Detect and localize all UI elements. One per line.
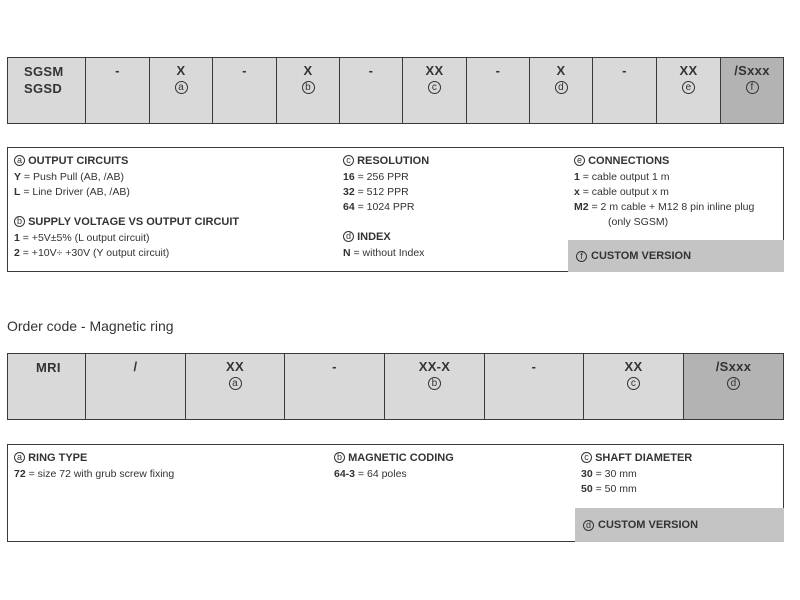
field-supply-voltage [277,58,340,123]
section-title: CUSTOM VERSION [591,250,692,262]
separator-value: - [115,63,120,78]
legend-line: x = cable output x m [574,186,669,198]
marker-a-icon: a [14,155,25,166]
field-value: /Sxxx [734,63,770,78]
marker-c-icon: c [343,155,354,166]
model-prefix-cell [8,354,86,419]
legend-line: 32 = 512 PPR [343,186,409,198]
marker-c-icon: c [428,81,441,94]
legend-line: 1 = cable output 1 m [574,171,670,183]
marker-f-icon: f [576,251,587,262]
legend-shaft-diameter [581,451,692,497]
field-value: XX [624,359,643,374]
marker-e-icon: e [682,81,695,94]
field-value: X [303,63,313,78]
field-index [530,58,593,123]
marker-a-icon: a [175,81,188,94]
field-value: XX [226,359,244,374]
section-title: RESOLUTION [357,155,430,167]
legend-magnetic-ring [7,444,784,542]
field-value: /Sxxx [715,359,752,374]
legend-line: 30 = 30 mm [581,468,637,480]
section-title: RING TYPE [28,452,88,464]
legend-magnetic-coding [334,451,454,482]
order-code-table-encoder [7,57,784,124]
section-title: OUTPUT CIRCUITS [28,155,129,167]
separator-value: - [242,63,247,78]
field-ring-type [186,354,285,419]
section-heading [574,154,754,169]
field-custom-version [721,58,783,123]
separator-value: / [133,359,138,374]
field-connections [657,58,721,123]
field-value: X [556,63,566,78]
legend-ring-type [14,451,174,482]
field-shaft-diameter [584,354,684,419]
marker-d-icon: d [555,81,568,94]
legend-line: M2 = 2 m cable + M12 8 pin inline plug [574,201,755,213]
model-prefix-cell [8,58,86,123]
legend-line: L = Line Driver (AB, /AB) [14,186,130,198]
section-title: SHAFT DIAMETER [595,452,693,464]
marker-e-icon: e [574,155,585,166]
legend-index [343,230,424,261]
separator-cell [467,58,530,123]
legend-encoder [7,147,784,272]
separator-cell [86,58,150,123]
section-heading [334,451,454,466]
separator-value: - [531,359,537,374]
legend-supply-voltage [14,215,239,261]
field-value: XX [425,63,444,78]
section-heading [14,215,239,230]
order-code-table-magnetic-ring [7,353,784,420]
field-output-circuit [150,58,213,123]
legend-line: 64 = 1024 PPR [343,201,415,213]
model-prefix-sgsd: SGSD [24,81,63,96]
legend-line: 1 = +5V±5% (L output circuit) [14,232,150,244]
marker-a-icon: a [229,377,242,390]
marker-d-icon: d [583,520,594,531]
separator-value: - [495,63,501,78]
model-prefix-mri: MRI [36,360,61,375]
legend-output-circuits [14,154,130,200]
field-value: XX-X [418,359,451,374]
section-heading [581,451,692,466]
marker-f-icon: f [746,81,759,94]
marker-b-icon: b [334,452,345,463]
field-resolution [403,58,467,123]
section-heading [14,451,174,466]
legend-line: Y = Push Pull (AB, /AB) [14,171,125,183]
marker-a-icon: a [14,452,25,463]
field-magnetic-coding [385,354,485,419]
marker-d-icon: d [727,377,740,390]
separator-cell [485,354,584,419]
section-heading-magnetic-ring: Order code - Magnetic ring [7,318,174,334]
legend-line: 2 = +10V÷ +30V (Y output circuit) [14,247,170,259]
section-title: CONNECTIONS [588,155,670,167]
separator-cell [340,58,403,123]
separator-cell [86,354,186,419]
legend-custom-version [575,508,784,542]
marker-b-icon: b [14,216,25,227]
separator-cell [285,354,385,419]
legend-line: 16 = 256 PPR [343,171,409,183]
marker-d-icon: d [343,231,354,242]
legend-custom-version [568,240,784,272]
section-title: SUPPLY VOLTAGE VS OUTPUT CIRCUIT [28,216,240,228]
field-value: XX [679,63,698,78]
field-value: X [176,63,186,78]
legend-line: N = without Index [343,247,425,259]
separator-cell [593,58,657,123]
model-prefix-sgsm: SGSM [24,64,64,79]
section-heading [343,230,424,245]
legend-line: 50 = 50 mm [581,483,637,495]
marker-b-icon: b [302,81,315,94]
legend-line: 64-3 = 64 poles [334,468,407,480]
section-title: CUSTOM VERSION [598,519,699,531]
legend-connections [574,154,754,230]
separator-value: - [368,63,374,78]
section-title: INDEX [357,231,391,243]
marker-c-icon: c [627,377,640,390]
section-heading [14,154,130,169]
legend-line: (only SGSM) [608,216,669,228]
marker-c-icon: c [581,452,592,463]
marker-b-icon: b [428,377,441,390]
legend-resolution [343,154,429,215]
legend-line: 72 = size 72 with grub screw fixing [14,468,175,480]
separator-value: - [332,359,337,374]
section-title: MAGNETIC CODING [348,452,454,464]
field-custom-version [684,354,783,419]
separator-cell [213,58,277,123]
separator-value: - [622,63,627,78]
section-heading [343,154,429,169]
